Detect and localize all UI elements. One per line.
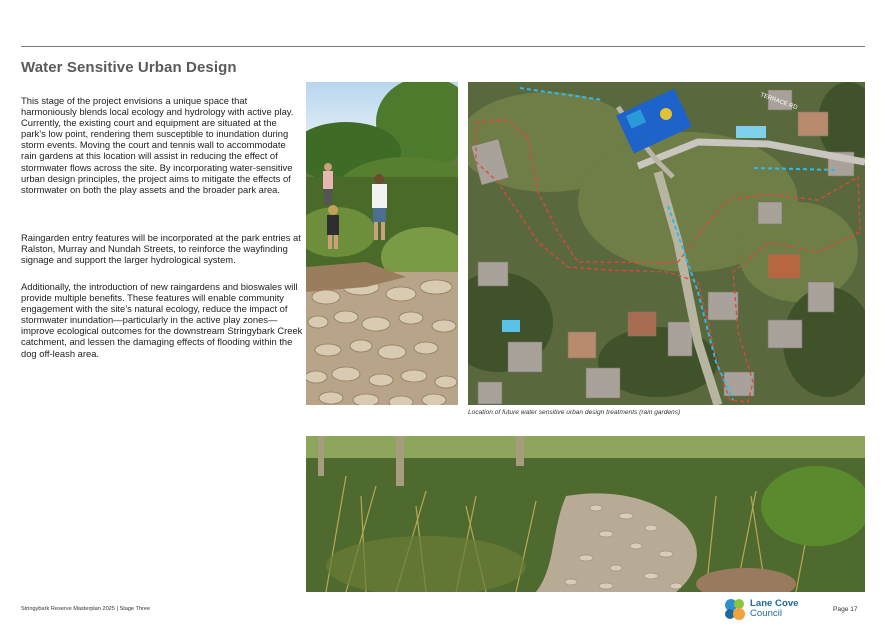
- raingarden-entry-paragraph: Raingarden entry features will be incorporated at the park entries at Ralston, Murray and Nundah Streets, to reinforce the wayfinding signage and support the larger hydrological system.: [21, 232, 301, 266]
- council-logo-line-1: Lane Cove: [750, 598, 799, 609]
- benefits-paragraph: Additionally, the introduction of new raingardens and bioswales will provide multiple benefits. These features will enable community engagement with the site’s natural ecology, reduce the impact of stormwater inundation—particularly in the active play zones—improve ecological outcomes for the downstream Stringybark Creek catchment, and lessen the damaging effects of flooding within the dog off-leash area.: [21, 281, 303, 359]
- council-logo: [722, 596, 812, 622]
- map-caption: Location of future water sensitive urban design treatments (rain gardens): [468, 409, 681, 416]
- page-number: Page 17: [833, 606, 858, 613]
- page-title: Water Sensitive Urban Design: [21, 59, 237, 76]
- intro-paragraph: This stage of the project envisions a unique space that harmoniously blends local ecology and hydrology with active play. Currently, the existing court and equipment are situated at the park’s low point, rendering them susceptible to inundation during storm events. Moving the court and tennis wall to accommodate rain gardens at this location will assist in reducing the effect of stormwater flows across the site. By incorporating water-sensitive urban design principles, the project aims to mitigate the effects of stormwater on both the play assets and the broader park area.: [21, 95, 294, 195]
- council-logo-line-2: Council: [750, 607, 782, 619]
- council-logo-text: [750, 599, 799, 619]
- council-logo-icon: [722, 596, 748, 622]
- aerial-map: [468, 82, 865, 405]
- play-rocks-photo: [306, 82, 458, 405]
- street-label: TERRACE RD: [759, 92, 799, 112]
- raingarden-swale-photo: [306, 436, 865, 592]
- footer-document-title: Stringybark Reserve Masterplan 2025 | Stage Three: [21, 606, 151, 612]
- header-rule: [21, 46, 865, 47]
